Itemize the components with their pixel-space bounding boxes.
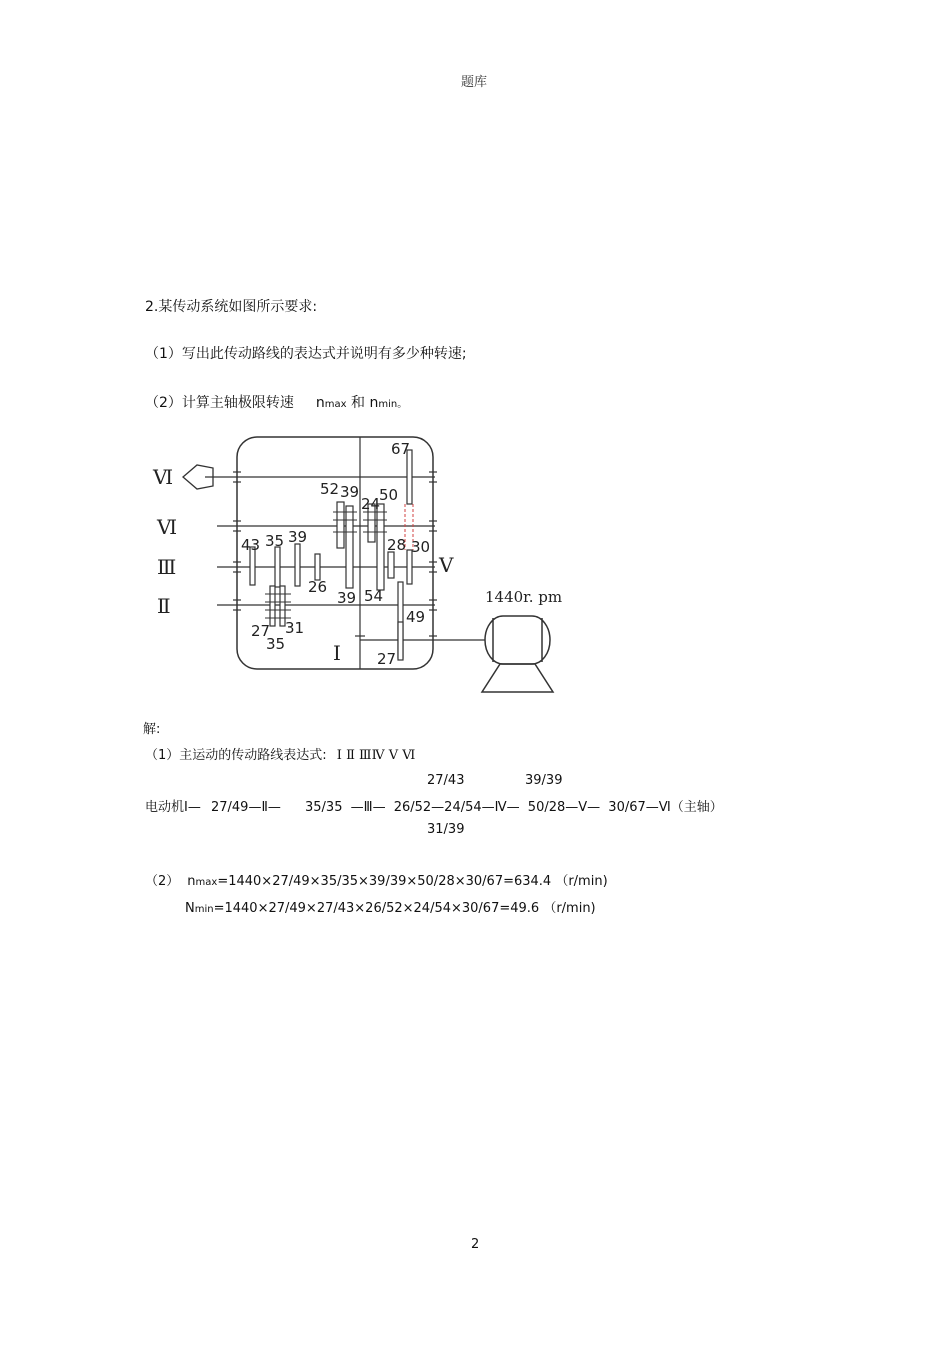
calc-prefix: （2）	[145, 874, 180, 889]
item2-prefix: （2）计算主轴极限转速	[145, 395, 294, 411]
gear-label-31: 31	[285, 619, 305, 637]
gear-label-67: 67	[391, 440, 411, 458]
gear-50	[377, 504, 384, 590]
transmission-diagram	[145, 432, 565, 697]
route-title-text: （1）主运动的传动路线表达式:	[145, 748, 327, 763]
problem-item-1: （1）写出此传动路线的表达式并说明有多少种转速;	[145, 346, 467, 362]
gear-label-30: 30	[411, 538, 431, 556]
route-p2: 27/49—Ⅱ—	[210, 800, 281, 815]
shaft-label-ii: Ⅱ	[157, 594, 171, 618]
gear-label-27b: 27	[377, 650, 397, 668]
ratio-39-39: 39/39	[525, 773, 563, 788]
motor-base	[482, 664, 553, 692]
shaft-label-spindle: Ⅵ	[153, 465, 174, 489]
item2-n1: n	[315, 395, 325, 411]
nmin-expression: =1440×27/49×27/43×26/52×24/54×30/67=49.6 （r/min)	[213, 901, 596, 916]
gear-label-26: 26	[308, 578, 328, 596]
route-title	[145, 744, 415, 763]
route-expression	[145, 796, 723, 815]
gear-label-39a: 39	[340, 483, 360, 501]
shaft-label-i: Ⅰ	[333, 641, 341, 665]
nmax-sub: max	[195, 877, 218, 888]
nmax-calculation	[145, 870, 608, 889]
motor-body	[485, 616, 550, 664]
gear-39-upper	[346, 506, 353, 588]
gear-label-49: 49	[406, 608, 426, 626]
gear-52	[337, 502, 344, 548]
route-p3: 35/35	[305, 800, 343, 815]
item2-n2: n	[369, 395, 379, 411]
gear-28	[388, 552, 394, 578]
gear-label-28: 28	[387, 536, 407, 554]
route-p7: 30/67—Ⅵ（主轴）	[608, 800, 723, 815]
gear-label-35b: 35	[266, 635, 286, 653]
solution-label: 解:	[143, 722, 161, 737]
gear-label-39c: 39	[337, 589, 357, 607]
nmax-expression: =1440×27/49×35/35×39/39×50/28×30/67=634.4 （r/min)	[217, 874, 608, 889]
nmin-sub: min	[194, 904, 214, 915]
ratio-31-39: 31/39	[427, 822, 465, 837]
problem-title: 2.某传动系统如图所示要求:	[145, 299, 318, 315]
route-p6: 50/28—Ⅴ—	[527, 800, 601, 815]
shaft-label-iv: Ⅵ	[157, 515, 178, 539]
gear-label-52: 52	[320, 480, 340, 498]
gear-27-ii	[270, 586, 275, 626]
item2-and: 和	[351, 395, 366, 411]
route-p1: 电动机Ⅰ—	[145, 800, 201, 815]
nmax-n: n	[187, 874, 196, 889]
gear-35-upper	[275, 547, 280, 587]
problem-item-2	[145, 392, 407, 412]
gear-label-43: 43	[241, 536, 261, 554]
route-p4: —Ⅲ—	[350, 800, 386, 815]
gear-label-39b: 39	[288, 528, 308, 546]
route-roman: Ⅰ Ⅱ ⅢⅣ Ⅴ Ⅵ	[336, 748, 416, 763]
nmin-n: N	[185, 901, 195, 916]
page-header-title: 题库	[461, 75, 488, 90]
page-number: 2	[471, 1237, 480, 1252]
item2-min-sub: min。	[378, 399, 408, 410]
motor-speed-label: 1440r. pm	[485, 588, 563, 606]
gear-label-54: 54	[364, 587, 384, 605]
gear-67	[407, 450, 412, 504]
nmin-calculation	[185, 897, 596, 916]
shaft-label-v: Ⅴ	[439, 553, 454, 577]
gear-26	[315, 554, 320, 580]
gear-label-35a: 35	[265, 532, 285, 550]
gear-label-24: 24	[361, 495, 381, 513]
route-p5: 26/52—24/54—Ⅳ—	[393, 800, 520, 815]
gear-39-iii	[295, 544, 300, 586]
gear-label-27a: 27	[251, 622, 271, 640]
gear-27-i	[398, 622, 403, 660]
ratio-27-43: 27/43	[427, 773, 465, 788]
gear-label-50: 50	[379, 486, 399, 504]
shaft-label-iii: Ⅲ	[157, 555, 177, 579]
item2-max-sub: max	[324, 399, 347, 410]
